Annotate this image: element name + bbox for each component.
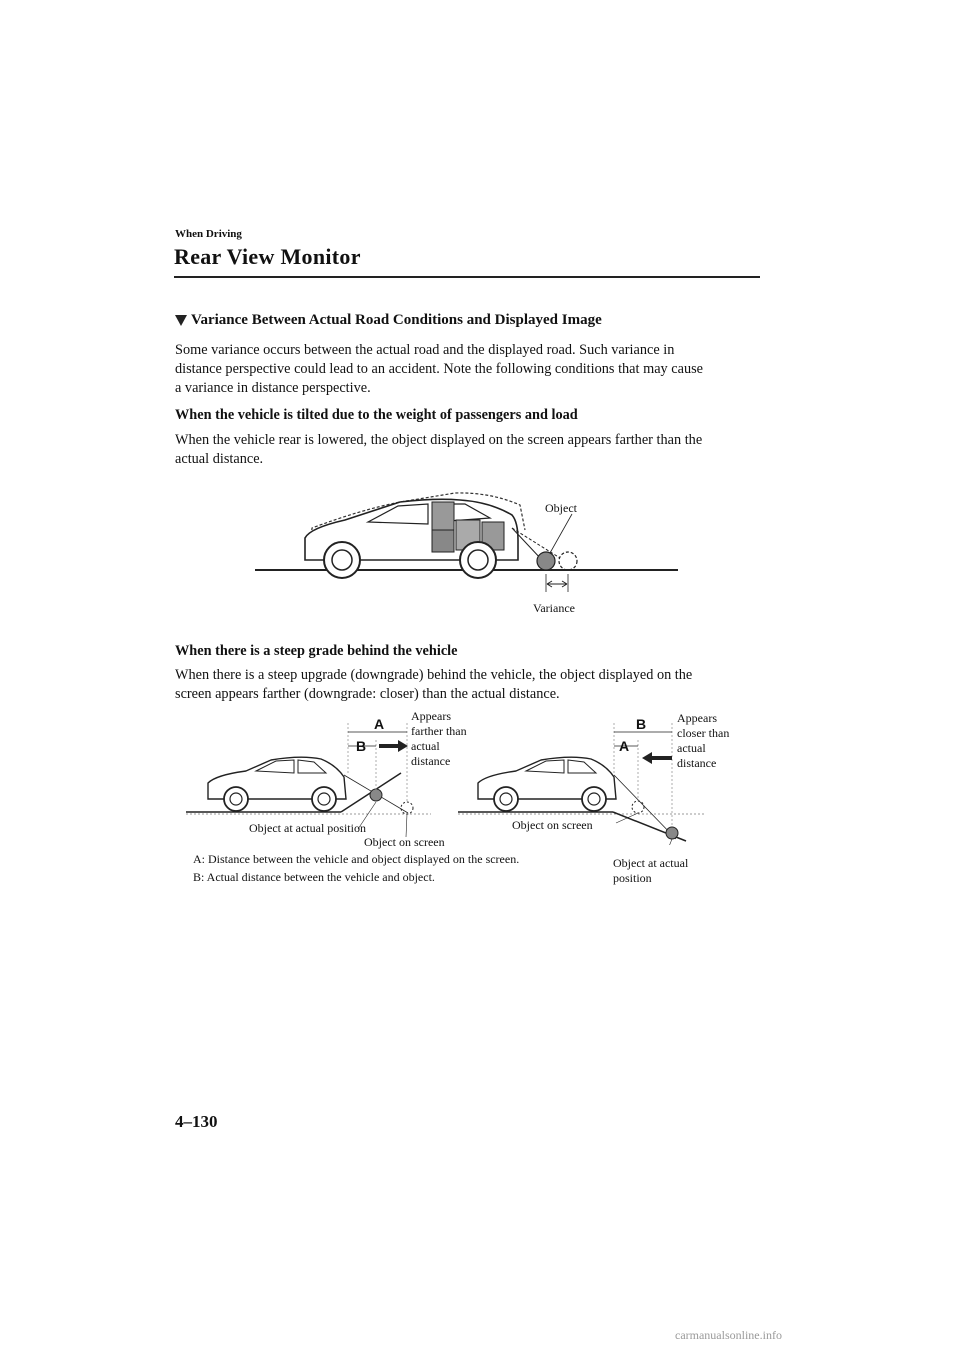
right-actual-line: Object at actual — [613, 856, 689, 870]
left-label-a: A — [374, 716, 385, 732]
right-appears-line: Appears — [677, 711, 717, 725]
object-label: Object — [545, 501, 577, 515]
tilted-heading: When the vehicle is tilted due to the weight of passengers and load — [175, 407, 578, 423]
left-on-screen-label: Object on screen — [364, 835, 445, 849]
right-appears-line: distance — [677, 756, 717, 770]
grade-line: When there is a steep upgrade (downgrade) behind the vehicle, the object displayed on the — [175, 667, 693, 683]
intro-line: Some variance occurs between the actual road and the displayed road. Such variance in — [175, 342, 675, 358]
page-title: Rear View Monitor — [174, 244, 361, 269]
right-actual-position-label — [613, 856, 688, 886]
variance-label: Variance — [533, 601, 575, 615]
section-heading-text: Variance Between Actual Road Conditions and Displayed Image — [191, 312, 602, 328]
grade-line: screen appears farther (downgrade: closer) than the actual distance. — [175, 686, 560, 702]
legend-a: A: Distance between the vehicle and object displayed on the screen. — [193, 852, 520, 866]
triangle-down-icon — [175, 315, 187, 326]
section-label: When Driving — [175, 228, 242, 240]
right-appears-line: actual — [677, 741, 706, 755]
left-actual-position-label: Object at actual position — [249, 821, 366, 835]
right-appears-label — [677, 711, 729, 771]
right-appears-line: closer than — [677, 726, 730, 740]
right-label-b: B — [636, 716, 647, 732]
intro-paragraph — [175, 341, 765, 398]
section-heading — [175, 312, 602, 329]
left-appears-label — [411, 709, 467, 769]
right-actual-line: position — [613, 871, 652, 885]
tilted-line: When the vehicle rear is lowered, the object displayed on the screen appears farther than the — [175, 432, 703, 448]
intro-line: distance perspective could lead to an accident. Note the following conditions that may cause — [175, 361, 704, 377]
footer-watermark: carmanualsonline.info — [675, 1328, 782, 1342]
left-appears-line: distance — [411, 754, 451, 768]
right-on-screen-label: Object on screen — [512, 818, 593, 832]
intro-line: a variance in distance perspective. — [175, 380, 371, 396]
right-label-a: A — [619, 738, 630, 754]
left-appears-line: Appears — [411, 709, 451, 723]
grade-paragraph — [175, 666, 765, 704]
legend-b: B: Actual distance between the vehicle and object. — [193, 870, 435, 884]
page-number: 4–130 — [175, 1112, 218, 1131]
grade-heading: When there is a steep grade behind the vehicle — [175, 643, 458, 659]
tilted-line: actual distance. — [175, 451, 264, 467]
left-label-b: B — [356, 738, 367, 754]
left-appears-line: actual — [411, 739, 440, 753]
tilted-paragraph — [175, 431, 765, 469]
title-rule — [174, 276, 760, 278]
tilted-vehicle-figure — [250, 480, 690, 620]
left-appears-line: farther than — [411, 724, 467, 738]
